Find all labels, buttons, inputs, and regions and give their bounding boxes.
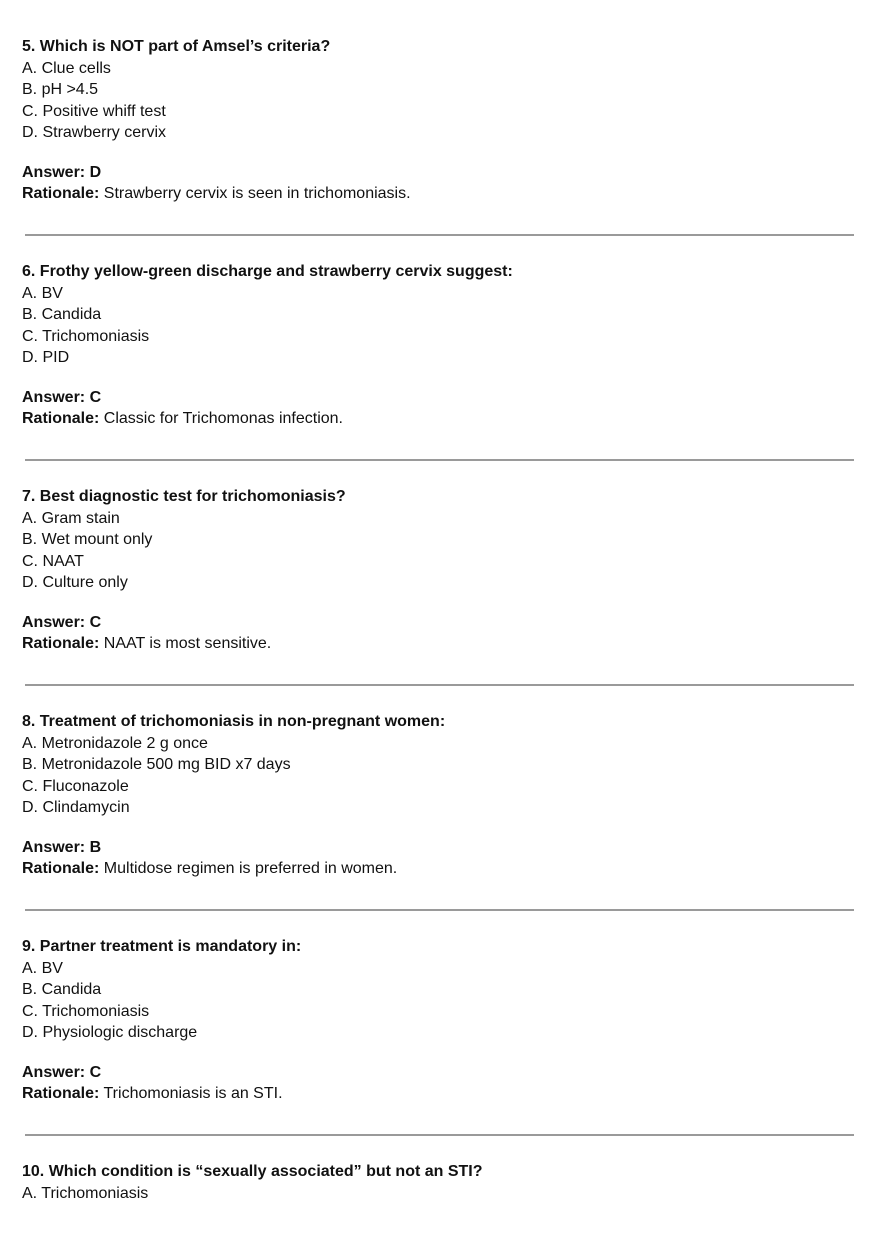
question-title: 9. Partner treatment is mandatory in: [22,938,302,955]
divider [25,234,854,236]
answer-option: C. Fluconazole [22,777,129,795]
answer-option: D. Culture only [22,574,128,591]
rationale [22,183,854,205]
answer-option: C. Positive whiff test [22,102,166,120]
question-title: 6. Frothy yellow-green discharge and strawberry cervix suggest: [22,263,513,280]
rationale-label: Rationale: [22,410,100,427]
answer-option: A. BV [22,959,63,977]
answer-option: D. PID [22,349,70,366]
question-title: 10. Which condition is “sexually associated” but not an STI? [22,1163,483,1180]
answer-option: A. Trichomoniasis [22,1184,149,1202]
answer-key: Answer: C [22,613,102,631]
answer-option: B. Candida [22,306,102,323]
answer-key: Answer: D [22,163,102,181]
answer-option: B. pH >4.5 [22,81,99,98]
rationale-text: Trichomoniasis is an STI. [99,1085,283,1102]
rationale [22,633,854,655]
answer-option: D. Physiologic discharge [22,1024,198,1041]
question-title: 7. Best diagnostic test for trichomoniasis? [22,488,346,505]
answer-option: A. BV [22,284,63,302]
rationale-text: Strawberry cervix is seen in trichomoniasis. [99,185,411,202]
answer-key: Answer: B [22,838,102,856]
rationale-label: Rationale: [22,185,100,202]
question-block [22,486,854,655]
question-block [22,936,854,1105]
question-title: 8. Treatment of trichomoniasis in non-pregnant women: [22,713,446,730]
answer-option: D. Strawberry cervix [22,124,167,141]
divider [25,684,854,686]
answer-key: Answer: C [22,1063,102,1081]
rationale-label: Rationale: [22,1085,100,1102]
answer-option: D. Clindamycin [22,799,130,816]
rationale-text: Classic for Trichomonas infection. [99,410,343,427]
answer-key: Answer: C [22,388,102,406]
question-block [22,261,854,430]
answer-option: C. Trichomoniasis [22,327,150,345]
rationale [22,1083,854,1105]
divider [25,909,854,911]
question-block [22,1161,854,1204]
divider [25,1134,854,1136]
rationale-label: Rationale: [22,635,100,652]
rationale [22,858,854,880]
rationale-text: Multidose regimen is preferred in women. [99,860,398,877]
answer-option: A. Gram stain [22,509,120,527]
question-title: 5. Which is NOT part of Amsel’s criteria? [22,38,331,55]
answer-option: B. Metronidazole 500 mg BID x7 days [22,756,291,773]
question-block [22,36,854,205]
rationale [22,408,854,430]
answer-option: C. NAAT [22,552,84,570]
rationale-text: NAAT is most sensitive. [99,635,272,652]
question-block [22,711,854,880]
answer-option: B. Wet mount only [22,531,153,548]
answer-option: B. Candida [22,981,102,998]
answer-option: C. Trichomoniasis [22,1002,150,1020]
answer-option: A. Clue cells [22,59,111,77]
rationale-label: Rationale: [22,860,100,877]
answer-option: A. Metronidazole 2 g once [22,734,208,752]
divider [25,459,854,461]
